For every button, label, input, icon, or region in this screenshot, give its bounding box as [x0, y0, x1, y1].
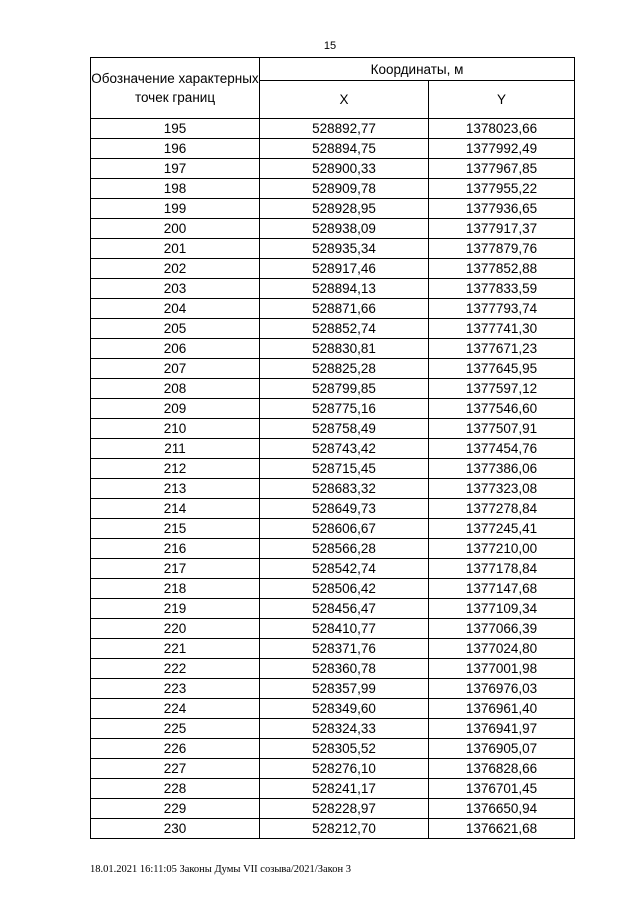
cell-y: 1377278,84 — [429, 499, 575, 519]
table-row — [91, 559, 575, 579]
cell-x: 528324,33 — [260, 719, 429, 739]
cell-point-number: 226 — [91, 739, 260, 759]
cell-point-number: 195 — [91, 119, 260, 139]
cell-y: 1377024,80 — [429, 639, 575, 659]
table-row — [91, 539, 575, 559]
table-row — [91, 419, 575, 439]
cell-y: 1377597,12 — [429, 379, 575, 399]
table-row — [91, 739, 575, 759]
table-row — [91, 819, 575, 839]
table-row — [91, 379, 575, 399]
table-row — [91, 159, 575, 179]
cell-y: 1377955,22 — [429, 179, 575, 199]
cell-point-number: 215 — [91, 519, 260, 539]
cell-y: 1377507,91 — [429, 419, 575, 439]
table-row — [91, 719, 575, 739]
cell-y: 1377386,06 — [429, 459, 575, 479]
cell-point-number: 205 — [91, 319, 260, 339]
cell-y: 1377671,23 — [429, 339, 575, 359]
cell-x: 528928,95 — [260, 199, 429, 219]
cell-y: 1378023,66 — [429, 119, 575, 139]
cell-y: 1377454,76 — [429, 439, 575, 459]
cell-y: 1376701,45 — [429, 779, 575, 799]
table-row — [91, 179, 575, 199]
cell-point-number: 207 — [91, 359, 260, 379]
table-row — [91, 279, 575, 299]
cell-x: 528305,52 — [260, 739, 429, 759]
cell-point-number: 212 — [91, 459, 260, 479]
cell-y: 1377992,49 — [429, 139, 575, 159]
table-row — [91, 699, 575, 719]
table-row — [91, 499, 575, 519]
cell-x: 528357,99 — [260, 679, 429, 699]
cell-y: 1376650,94 — [429, 799, 575, 819]
cell-point-number: 210 — [91, 419, 260, 439]
table-row — [91, 659, 575, 679]
cell-y: 1377793,74 — [429, 299, 575, 319]
cell-x: 528894,75 — [260, 139, 429, 159]
table-row — [91, 399, 575, 419]
cell-x: 528566,28 — [260, 539, 429, 559]
cell-point-number: 221 — [91, 639, 260, 659]
cell-point-number: 213 — [91, 479, 260, 499]
cell-point-number: 198 — [91, 179, 260, 199]
table-row — [91, 259, 575, 279]
cell-point-number: 204 — [91, 299, 260, 319]
cell-y: 1377323,08 — [429, 479, 575, 499]
cell-y: 1377879,76 — [429, 239, 575, 259]
cell-point-number: 227 — [91, 759, 260, 779]
header-coordinates: Координаты, м — [260, 58, 575, 81]
cell-point-number: 228 — [91, 779, 260, 799]
cell-point-number: 208 — [91, 379, 260, 399]
cell-y: 1376961,40 — [429, 699, 575, 719]
cell-point-number: 214 — [91, 499, 260, 519]
cell-point-number: 222 — [91, 659, 260, 679]
cell-point-number: 224 — [91, 699, 260, 719]
table-row — [91, 619, 575, 639]
table-row — [91, 579, 575, 599]
cell-point-number: 196 — [91, 139, 260, 159]
cell-y: 1377741,30 — [429, 319, 575, 339]
table-row — [91, 199, 575, 219]
table-row — [91, 599, 575, 619]
cell-y: 1377245,41 — [429, 519, 575, 539]
cell-point-number: 219 — [91, 599, 260, 619]
cell-x: 528506,42 — [260, 579, 429, 599]
cell-y: 1377936,65 — [429, 199, 575, 219]
cell-y: 1377109,34 — [429, 599, 575, 619]
table-row — [91, 519, 575, 539]
cell-x: 528683,32 — [260, 479, 429, 499]
cell-y: 1377147,68 — [429, 579, 575, 599]
table-row — [91, 319, 575, 339]
table-row — [91, 119, 575, 139]
cell-x: 528649,73 — [260, 499, 429, 519]
table-body — [91, 119, 575, 839]
cell-x: 528852,74 — [260, 319, 429, 339]
table-row — [91, 779, 575, 799]
cell-point-number: 211 — [91, 439, 260, 459]
cell-x: 528241,17 — [260, 779, 429, 799]
cell-y: 1377833,59 — [429, 279, 575, 299]
cell-x: 528935,34 — [260, 239, 429, 259]
cell-x: 528830,81 — [260, 339, 429, 359]
cell-y: 1377917,37 — [429, 219, 575, 239]
cell-y: 1377546,60 — [429, 399, 575, 419]
cell-y: 1376905,07 — [429, 739, 575, 759]
cell-x: 528917,46 — [260, 259, 429, 279]
cell-point-number: 223 — [91, 679, 260, 699]
cell-x: 528775,16 — [260, 399, 429, 419]
table-row — [91, 299, 575, 319]
table-row — [91, 459, 575, 479]
cell-y: 1377967,85 — [429, 159, 575, 179]
table-row — [91, 639, 575, 659]
cell-point-number: 229 — [91, 799, 260, 819]
cell-y: 1377178,84 — [429, 559, 575, 579]
table-row — [91, 239, 575, 259]
cell-x: 528758,49 — [260, 419, 429, 439]
cell-point-number: 200 — [91, 219, 260, 239]
cell-x: 528606,67 — [260, 519, 429, 539]
table-row — [91, 219, 575, 239]
cell-x: 528349,60 — [260, 699, 429, 719]
table-row — [91, 479, 575, 499]
table-row — [91, 439, 575, 459]
cell-x: 528894,13 — [260, 279, 429, 299]
cell-point-number: 202 — [91, 259, 260, 279]
cell-x: 528410,77 — [260, 619, 429, 639]
cell-x: 528371,76 — [260, 639, 429, 659]
table-row — [91, 359, 575, 379]
table-row — [91, 679, 575, 699]
cell-x: 528456,47 — [260, 599, 429, 619]
cell-point-number: 220 — [91, 619, 260, 639]
cell-x: 528900,33 — [260, 159, 429, 179]
cell-y: 1377066,39 — [429, 619, 575, 639]
cell-point-number: 203 — [91, 279, 260, 299]
cell-y: 1377210,00 — [429, 539, 575, 559]
cell-x: 528799,85 — [260, 379, 429, 399]
cell-x: 528871,66 — [260, 299, 429, 319]
cell-y: 1377852,88 — [429, 259, 575, 279]
cell-x: 528743,42 — [260, 439, 429, 459]
cell-y: 1377001,98 — [429, 659, 575, 679]
table-row — [91, 759, 575, 779]
header-x: X — [260, 81, 429, 119]
cell-point-number: 230 — [91, 819, 260, 839]
header-point-label: Обозначение характерных точек границ — [91, 58, 260, 119]
cell-point-number: 216 — [91, 539, 260, 559]
cell-x: 528715,45 — [260, 459, 429, 479]
header-y: Y — [429, 81, 575, 119]
cell-x: 528542,74 — [260, 559, 429, 579]
cell-point-number: 206 — [91, 339, 260, 359]
cell-point-number: 209 — [91, 399, 260, 419]
cell-x: 528228,97 — [260, 799, 429, 819]
cell-x: 528276,10 — [260, 759, 429, 779]
cell-point-number: 197 — [91, 159, 260, 179]
table-row — [91, 799, 575, 819]
cell-y: 1376621,68 — [429, 819, 575, 839]
cell-point-number: 201 — [91, 239, 260, 259]
cell-y: 1376976,03 — [429, 679, 575, 699]
coordinates-table — [90, 57, 575, 839]
cell-x: 528909,78 — [260, 179, 429, 199]
table-row — [91, 139, 575, 159]
cell-y: 1376941,97 — [429, 719, 575, 739]
cell-x: 528938,09 — [260, 219, 429, 239]
cell-x: 528360,78 — [260, 659, 429, 679]
cell-x: 528212,70 — [260, 819, 429, 839]
cell-x: 528825,28 — [260, 359, 429, 379]
cell-x: 528892,77 — [260, 119, 429, 139]
cell-point-number: 217 — [91, 559, 260, 579]
page-number: 15 — [323, 40, 337, 52]
cell-y: 1376828,66 — [429, 759, 575, 779]
footer-stamp: 18.01.2021 16:11:05 Законы Думы VII созыва/2021/Закон 3 — [90, 864, 351, 875]
table-row — [91, 339, 575, 359]
cell-point-number: 218 — [91, 579, 260, 599]
cell-y: 1377645,95 — [429, 359, 575, 379]
cell-point-number: 225 — [91, 719, 260, 739]
cell-point-number: 199 — [91, 199, 260, 219]
